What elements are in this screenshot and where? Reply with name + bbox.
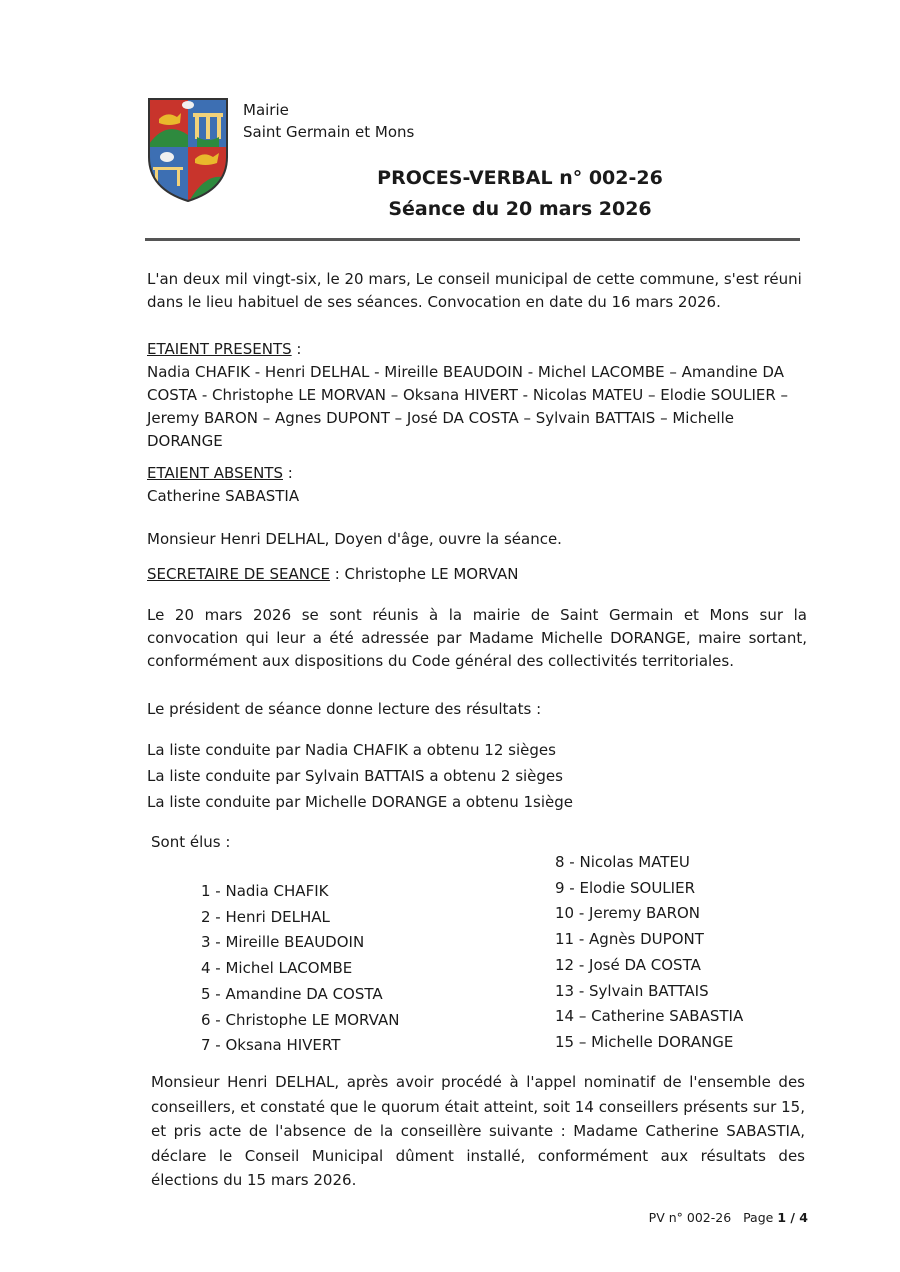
presents-heading: ETAIENT PRESENTS bbox=[147, 340, 292, 358]
footer-page-label: Page bbox=[743, 1210, 774, 1225]
results-list bbox=[147, 737, 807, 815]
result-item: La liste conduite par Michelle DORANGE a obtenu 1siège bbox=[147, 793, 573, 811]
elu-item: 7 - Oksana HIVERT bbox=[201, 1036, 341, 1055]
presents-list: Nadia CHAFIK - Henri DELHAL - Mireille BEAUDOIN - Michel LACOMBE – Amandine DA COSTA - Christophe LE MORVAN – Oksana HIVERT - Nicolas MATEU – Elodie SOULIER – Jeremy BARON – Agnes DUPONT – José DA COSTA – Sylvain BATTAIS – Michelle DORANGE bbox=[147, 363, 789, 450]
elu-item: 13 - Sylvain BATTAIS bbox=[555, 981, 709, 1000]
presents-colon: : bbox=[291, 340, 302, 358]
absents-section bbox=[147, 462, 807, 508]
footer-page-number: 1 / 4 bbox=[777, 1210, 808, 1225]
header-divider bbox=[145, 238, 800, 241]
elu-item: 10 - Jeremy BARON bbox=[555, 904, 701, 923]
conclusion-paragraph: Monsieur Henri DELHAL, après avoir procédé à l'appel nominatif de l'ensemble des conseillers, et constaté que le quorum était atteint, soit 14 conseillers présents sur 15, et pris acte de l'absence de la conseillère suivante : Madame Catherine SABASTIA, déclare le Conseil Municipal dûment installé, conformément aux résultats des élections du 15 mars 2026. bbox=[151, 1073, 805, 1189]
mairie-header bbox=[243, 99, 414, 143]
page-title: PROCES-VERBAL n° 002-26 bbox=[377, 167, 663, 189]
elu-item: 3 - Mireille BEAUDOIN bbox=[201, 933, 365, 952]
coat-of-arms-icon bbox=[147, 97, 229, 203]
elu-item: 12 - José DA COSTA bbox=[555, 955, 701, 974]
result-item: La liste conduite par Nadia CHAFIK a obtenu 12 sièges bbox=[147, 741, 556, 759]
result-item: La liste conduite par Sylvain BATTAIS a obtenu 2 sièges bbox=[147, 767, 563, 785]
commune-name: Saint Germain et Mons bbox=[243, 123, 415, 141]
elu-item: 9 - Elodie SOULIER bbox=[555, 878, 695, 897]
secretaire-line bbox=[147, 563, 807, 586]
elu-item: 8 - Nicolas MATEU bbox=[555, 853, 690, 871]
absents-list: Catherine SABASTIA bbox=[147, 487, 300, 505]
page-footer bbox=[649, 1210, 808, 1225]
mairie-label: Mairie bbox=[243, 101, 289, 119]
absents-heading: ETAIENT ABSENTS bbox=[147, 464, 283, 482]
secretaire-heading: SECRETAIRE DE SEANCE bbox=[147, 565, 330, 583]
elu-item: 5 - Amandine DA COSTA bbox=[201, 984, 383, 1003]
elu-item: 1 - Nadia CHAFIK bbox=[201, 882, 329, 900]
elu-item: 15 – Michelle DORANGE bbox=[555, 1032, 734, 1051]
doyen-paragraph: Monsieur Henri DELHAL, Doyen d'âge, ouvre la séance. bbox=[147, 530, 562, 548]
elus-label: Sont élus : bbox=[151, 833, 231, 851]
lecture-line: Le président de séance donne lecture des résultats : bbox=[147, 700, 542, 718]
absents-colon: : bbox=[282, 464, 293, 482]
elu-item: 11 - Agnès DUPONT bbox=[555, 930, 704, 949]
presents-section bbox=[147, 338, 807, 453]
title-block bbox=[300, 163, 740, 225]
page-subtitle: Séance du 20 mars 2026 bbox=[388, 198, 652, 220]
elu-item: 4 - Michel LACOMBE bbox=[201, 959, 353, 978]
elus-left-column bbox=[201, 879, 399, 1059]
elu-item: 2 - Henri DELHAL bbox=[201, 907, 330, 926]
intro-paragraph: L'an deux mil vingt-six, le 20 mars, Le conseil municipal de cette commune, s'est réuni dans le lieu habituel de ses séances. Convocation en date du 16 mars 2026. bbox=[147, 270, 802, 311]
elu-item: 14 – Catherine SABASTIA bbox=[555, 1007, 744, 1026]
footer-reference: PV n° 002-26 bbox=[648, 1210, 732, 1225]
elus-right-column bbox=[555, 850, 743, 1056]
secretaire-value: : Christophe LE MORVAN bbox=[329, 565, 519, 583]
elu-item: 6 - Christophe LE MORVAN bbox=[201, 1010, 400, 1029]
convocation-paragraph: Le 20 mars 2026 se sont réunis à la mairie de Saint Germain et Mons sur la convocation qui leur a été adressée par Madame Michelle DORANGE, maire sortant, conformément aux dispositions du Code général des collectivités territoriales. bbox=[147, 606, 807, 670]
